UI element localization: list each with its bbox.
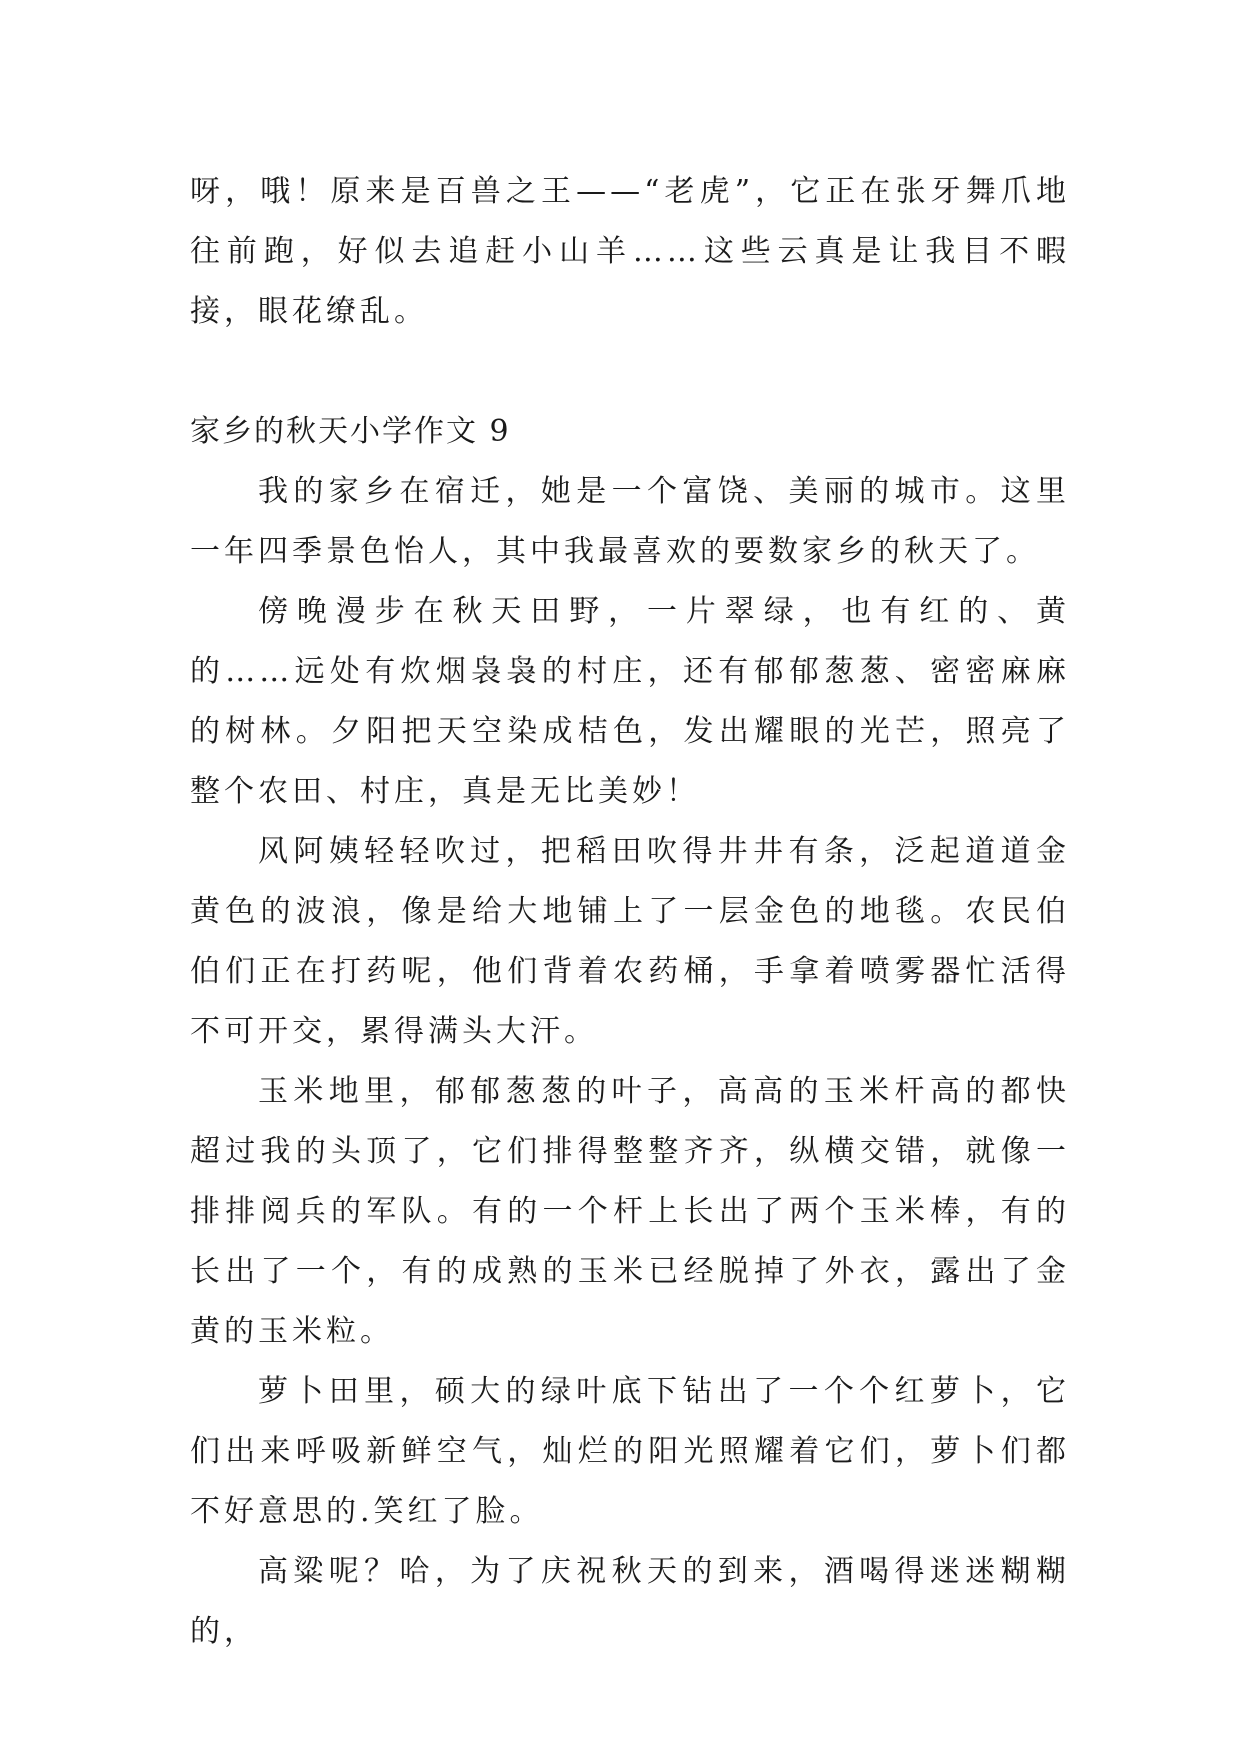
paragraph-rice-field: 风阿姨轻轻吹过，把稻田吹得井井有条，泛起道道金黄色的波浪，像是给大地铺上了一层金色的地毯。农民伯伯们正在打药呢，他们背着农药桶，手拿着喷雾器忙活得不可开交，累得满头大汗。 [190, 834, 1070, 1049]
paragraph-field-evening: 傍晚漫步在秋天田野，一片翠绿，也有红的、黄的……远处有炊烟袅袅的村庄，还有郁郁葱葱、密密麻麻的树林。夕阳把天空染成桔色，发出耀眼的光芒，照亮了整个农田、村庄，真是无比美妙！ [190, 594, 1070, 809]
paragraph-corn-field: 玉米地里，郁郁葱葱的叶子，高高的玉米杆高的都快超过我的头顶了，它们排得整整齐齐，纵横交错，就像一排排阅兵的军队。有的一个杆上长出了两个玉米棒，有的长出了一个，有的成熟的玉米已经脱掉了外衣，露出了金黄的玉米粒。 [190, 1074, 1070, 1349]
paragraph-continuation: 呀，哦！原来是百兽之王——“老虎”，它正在张牙舞爪地往前跑，好似去追赶小山羊……这些云真是让我目不暇接，眼花缭乱。 [190, 174, 1070, 329]
paragraph-hometown: 我的家乡在宿迁，她是一个富饶、美丽的城市。这里一年四季景色怡人，其中我最喜欢的要数家乡的秋天了。 [190, 474, 1070, 569]
paragraph-sorghum: 高粱呢？哈，为了庆祝秋天的到来，酒喝得迷迷糊糊的， [190, 1554, 1070, 1649]
document-body [190, 162, 1070, 1662]
essay-title: 家乡的秋天小学作文 9 [190, 414, 511, 449]
paragraph-radish-field: 萝卜田里，硕大的绿叶底下钻出了一个个红萝卜，它们出来呼吸新鲜空气，灿烂的阳光照耀着它们，萝卜们都不好意思的.笑红了脸。 [190, 1374, 1070, 1529]
